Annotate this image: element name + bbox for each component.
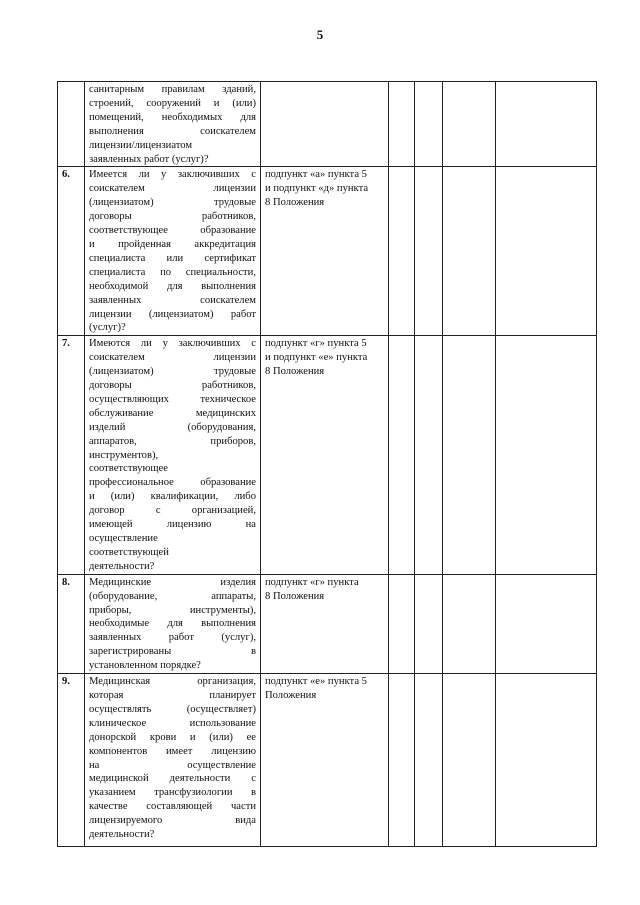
question-line: качестве составляющей части	[89, 801, 256, 813]
answer-no-cell	[415, 82, 443, 167]
answer-no-cell	[415, 167, 443, 336]
question-line: и (или) квалификации, либо	[89, 491, 256, 503]
question-line: и пройденная аккредитация	[89, 238, 256, 250]
row-number: 8.	[58, 574, 85, 673]
not-applicable-cell	[443, 674, 496, 847]
question-line: специалиста или сертификат	[89, 252, 256, 264]
legal-basis-line: подпункт «г» пункта	[265, 576, 359, 588]
question-line: (услуг)?	[89, 322, 126, 334]
legal-basis-cell	[261, 167, 389, 336]
question-line: (лицензиатом) трудовые	[89, 197, 256, 209]
question-cell	[85, 167, 261, 336]
question-line: приборы, инструменты),	[89, 604, 256, 616]
legal-basis-line: подпункт «а» пункта 5	[265, 169, 367, 181]
question-line: деятельности?	[89, 829, 155, 841]
question-line: соответствующей	[89, 546, 169, 558]
question-line: договоры работников,	[89, 380, 256, 392]
not-applicable-cell	[443, 82, 496, 167]
answer-yes-cell	[389, 574, 415, 673]
question-cell	[85, 574, 261, 673]
notes-cell	[496, 674, 597, 847]
question-cell	[85, 674, 261, 847]
question-cell	[85, 82, 261, 167]
question-line: Имеются ли у заключивших с	[89, 338, 256, 350]
question-line: Имеется ли у заключивших с	[89, 169, 256, 181]
question-line: изделий (оборудования,	[89, 421, 256, 433]
legal-basis-line: подпункт «е» пункта 5	[265, 676, 367, 688]
legal-basis-line: и подпункт «е» пункта	[265, 352, 368, 364]
legal-basis-cell	[261, 574, 389, 673]
question-line: лицензии/лицензиатом	[89, 139, 193, 151]
question-line: помещений, необходимых для	[89, 111, 256, 123]
question-line: обслуживание медицинских	[89, 407, 256, 419]
question-line: договоры работников,	[89, 211, 256, 223]
answer-no-cell	[415, 574, 443, 673]
question-line: Медицинские изделия	[89, 576, 256, 588]
row-number	[58, 82, 85, 167]
question-cell	[85, 336, 261, 574]
answer-yes-cell	[389, 167, 415, 336]
question-line: соответствующее	[89, 463, 168, 475]
question-line: выполнения соискателем	[89, 125, 256, 137]
legal-basis-cell	[261, 82, 389, 167]
question-line: лицензии (лицензиатом) работ	[89, 308, 256, 320]
legal-basis-cell	[261, 336, 389, 574]
question-line: профессиональное образование	[89, 477, 256, 489]
page-number: 5	[316, 27, 324, 42]
question-line: строений, сооружений и (или)	[89, 97, 256, 109]
question-line: соискателем лицензии	[89, 183, 256, 195]
row-number: 6.	[58, 167, 85, 336]
checklist-table	[57, 81, 597, 847]
notes-cell	[496, 574, 597, 673]
not-applicable-cell	[443, 167, 496, 336]
question-line: донорской крови и (или) ее	[89, 731, 256, 743]
table-row	[58, 336, 597, 574]
question-line: договор с организацией,	[89, 505, 256, 517]
question-line: (оборудование, аппараты,	[89, 590, 256, 602]
legal-basis-line: 8 Положения	[265, 590, 325, 602]
table-row	[58, 167, 597, 336]
notes-cell	[496, 336, 597, 574]
question-line: осуществляющих техническое	[89, 393, 256, 405]
question-line: установленном порядке?	[89, 660, 201, 672]
question-line: компонентов имеет лицензию	[89, 745, 256, 757]
question-line: Медицинская организация,	[89, 676, 256, 688]
question-line: санитарным правилам зданий,	[89, 84, 256, 95]
question-line: зарегистрированы в	[89, 646, 256, 658]
question-line: медицинской деятельности с	[89, 773, 256, 785]
table-row	[58, 574, 597, 673]
legal-basis-line: Положения	[265, 689, 317, 701]
question-line: соискателем лицензии	[89, 352, 256, 364]
row-number: 9.	[58, 674, 85, 847]
question-line: специалиста по специальности,	[89, 266, 256, 278]
question-line: на осуществление	[89, 759, 256, 771]
question-line: указанием трансфузиологии в	[89, 787, 256, 799]
answer-no-cell	[415, 674, 443, 847]
legal-basis-line: 8 Положения	[265, 197, 325, 209]
question-line: аппаратов, приборов,	[89, 435, 256, 447]
legal-basis-line: 8 Положения	[265, 366, 325, 378]
answer-no-cell	[415, 336, 443, 574]
legal-basis-line: подпункт «г» пункта 5	[265, 338, 367, 350]
question-line: (лицензиатом) трудовые	[89, 366, 256, 378]
table-row	[58, 82, 597, 167]
question-line: осуществление	[89, 533, 158, 544]
legal-basis-line: и подпункт «д» пункта	[265, 183, 369, 195]
answer-yes-cell	[389, 336, 415, 574]
not-applicable-cell	[443, 336, 496, 574]
question-line: заявленных соискателем	[89, 294, 256, 306]
question-line: соответствующее образование	[89, 225, 256, 237]
not-applicable-cell	[443, 574, 496, 673]
row-number: 7.	[58, 336, 85, 574]
question-line: клиническое использование	[89, 717, 256, 729]
notes-cell	[496, 82, 597, 167]
question-line: заявленных работ (услуг)?	[89, 153, 209, 165]
question-line: лицензируемого вида	[89, 815, 256, 827]
answer-yes-cell	[389, 674, 415, 847]
question-line: деятельности?	[89, 560, 155, 572]
answer-yes-cell	[389, 82, 415, 167]
table-row	[58, 674, 597, 847]
notes-cell	[496, 167, 597, 336]
legal-basis-cell	[261, 674, 389, 847]
question-line: заявленных работ (услуг),	[89, 632, 256, 644]
question-line: инструментов),	[89, 449, 159, 461]
question-line: осуществлять (осуществляет)	[89, 703, 256, 715]
question-line: необходимой для выполнения	[89, 280, 256, 292]
question-line: имеющей лицензию на	[89, 519, 256, 531]
question-line: которая планирует	[89, 689, 256, 701]
question-line: необходимые для выполнения	[89, 618, 256, 630]
